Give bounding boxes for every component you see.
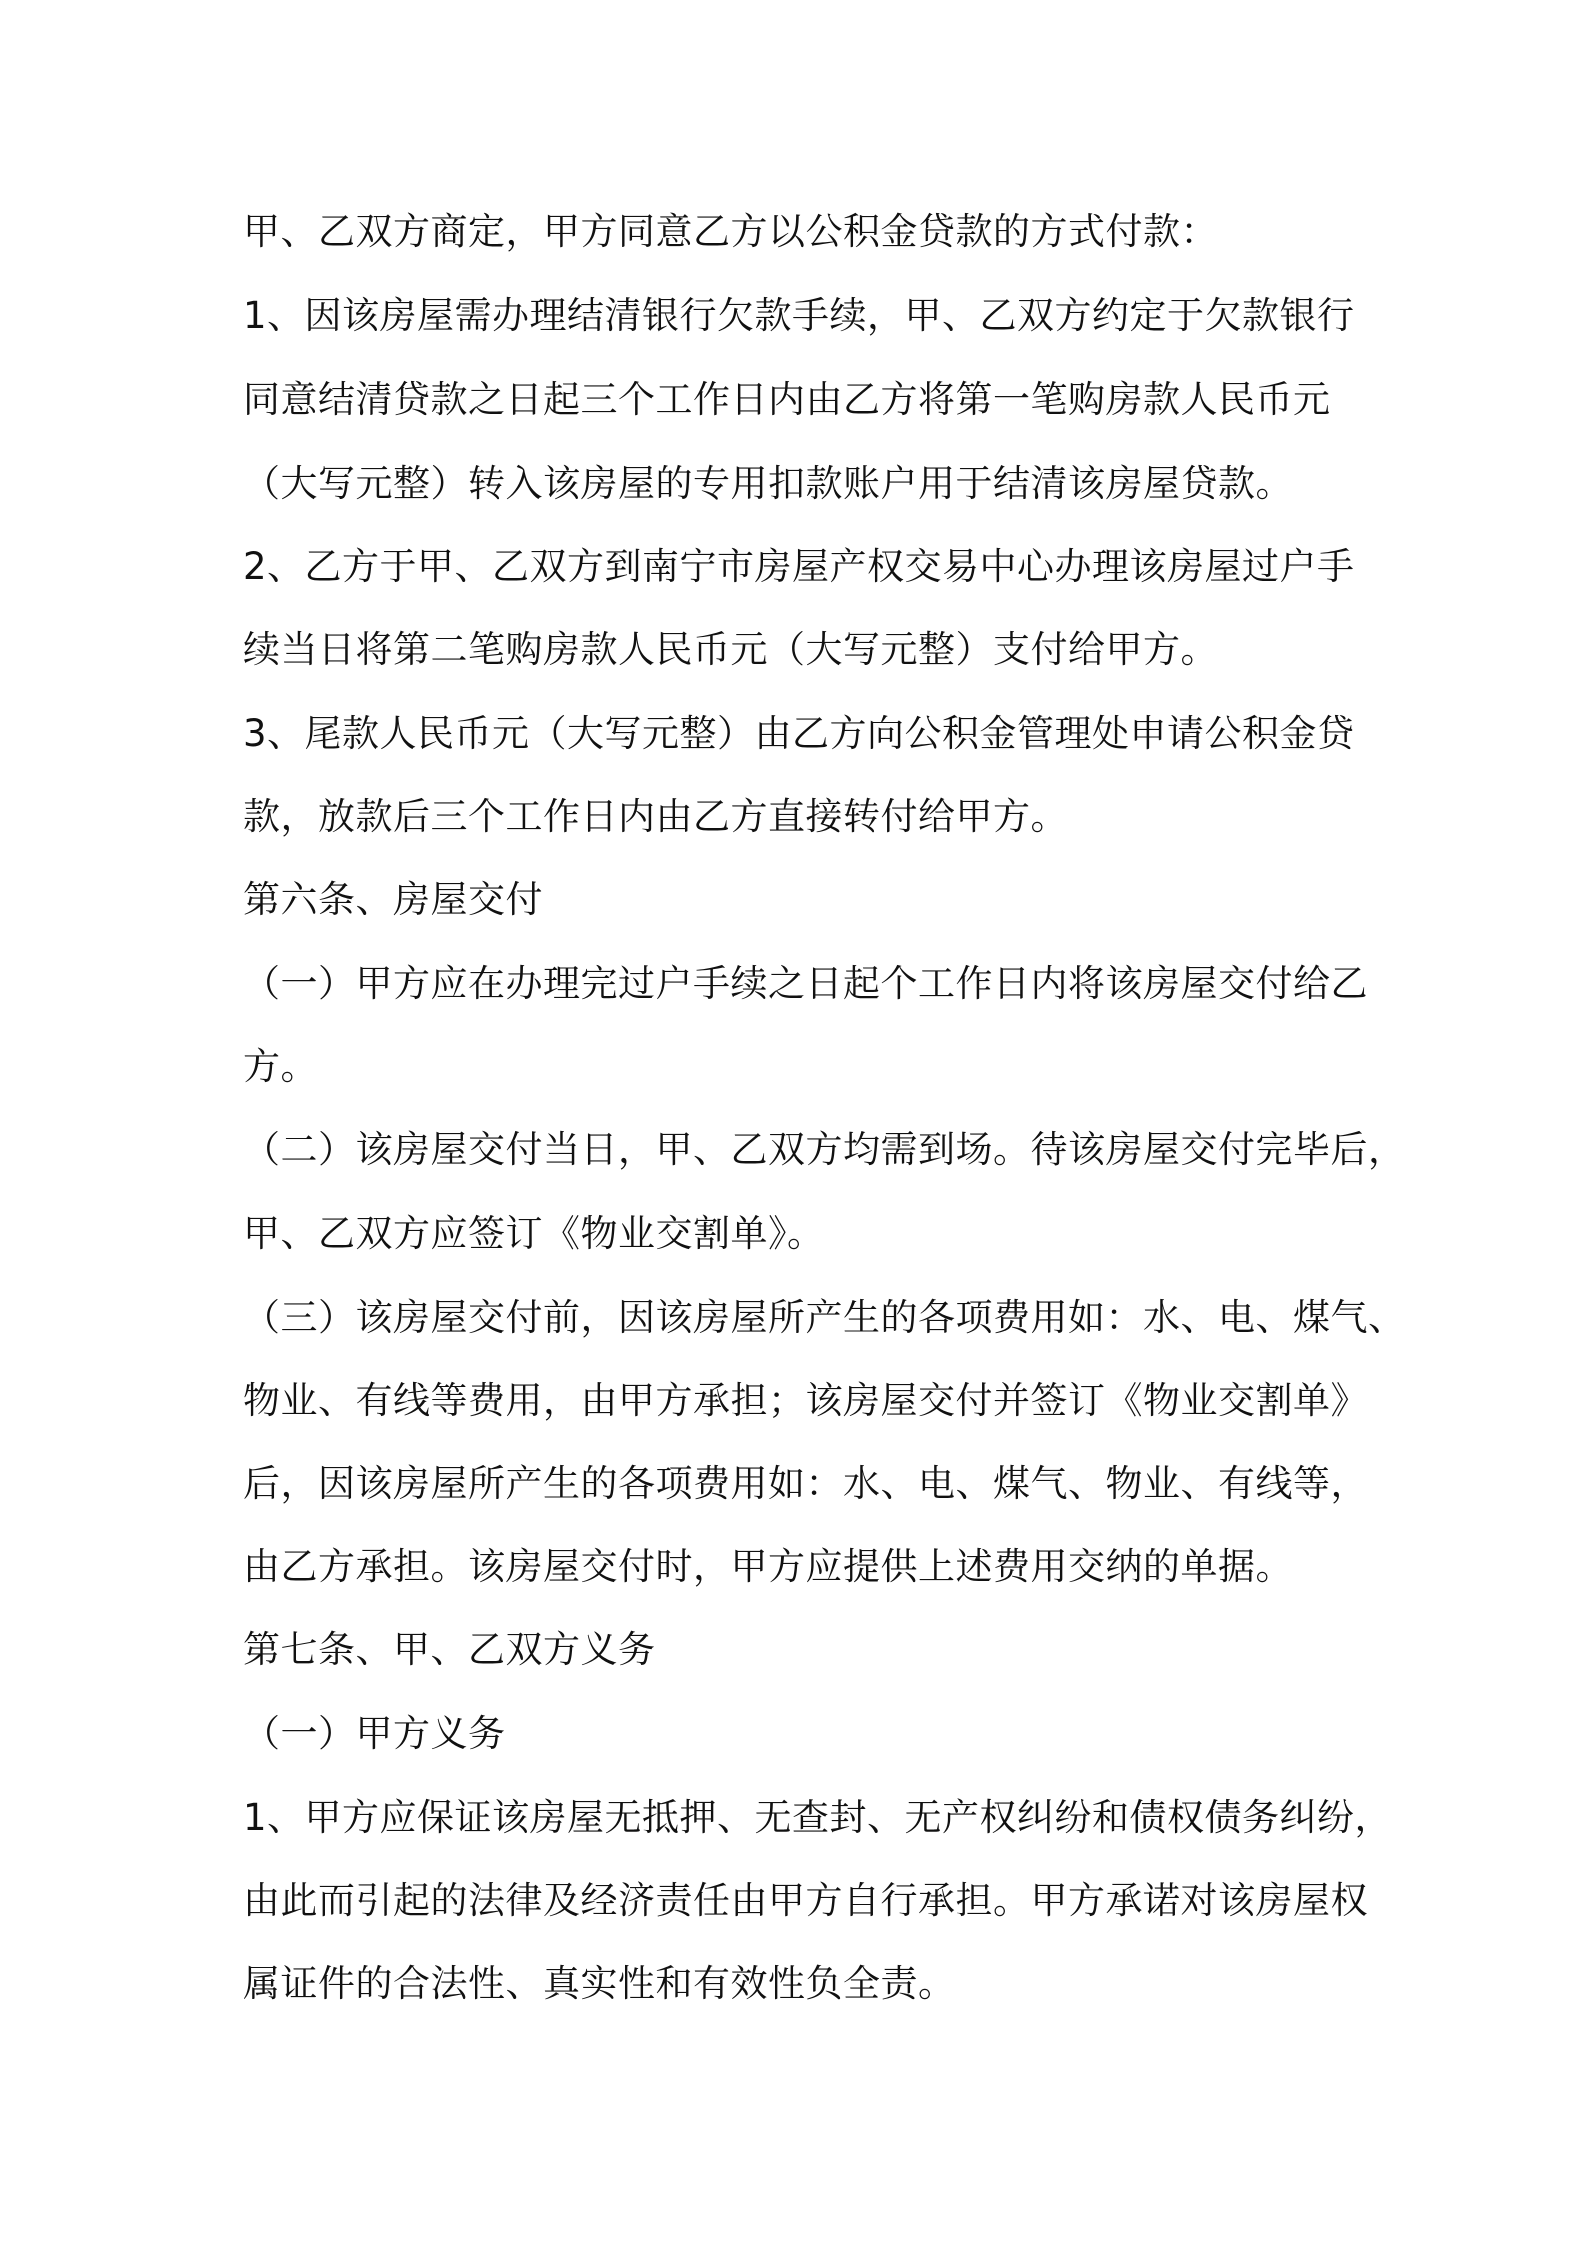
- text-line: （三）该房屋交付前，因该房屋所产生的各项费用如：水、电、煤气、: [243, 1296, 1406, 1339]
- subsection-heading: （一）甲方义务: [243, 1712, 506, 1755]
- text-line: 续当日将第二笔购房款人民币元（大写元整）支付给甲方。: [243, 628, 1218, 671]
- section-heading: 第六条、房屋交付: [243, 878, 543, 921]
- text-line: 方。: [243, 1045, 318, 1088]
- text-line: 1、甲方应保证该房屋无抵押、无查封、无产权纠纷和债权债务纠纷，: [243, 1796, 1393, 1839]
- text-line: （二）该房屋交付当日，甲、乙双方均需到场。待该房屋交付完毕后，: [243, 1128, 1406, 1171]
- text-line: 3、尾款人民币元（大写元整）由乙方向公积金管理处申请公积金贷: [243, 712, 1355, 755]
- section-heading: 第七条、甲、乙双方义务: [243, 1628, 656, 1671]
- text-line: 后，因该房屋所产生的各项费用如：水、电、煤气、物业、有线等，: [243, 1462, 1368, 1505]
- text-line: 由乙方承担。该房屋交付时，甲方应提供上述费用交纳的单据。: [243, 1545, 1293, 1588]
- text-line: 甲、乙双方应签订《物业交割单》。: [243, 1212, 825, 1255]
- text-line: 款，放款后三个工作日内由乙方直接转付给甲方。: [243, 795, 1068, 838]
- text-line: 2、乙方于甲、乙双方到南宁市房屋产权交易中心办理该房屋过户手: [243, 545, 1355, 588]
- text-line: 物业、有线等费用，由甲方承担；该房屋交付并签订《物业交割单》: [243, 1379, 1368, 1422]
- text-line: （大写元整）转入该房屋的专用扣款账户用于结清该房屋贷款。: [243, 462, 1293, 505]
- text-line: 同意结清贷款之日起三个工作日内由乙方将第一笔购房款人民币元: [243, 378, 1331, 421]
- text-line: （一）甲方应在办理完过户手续之日起个工作日内将该房屋交付给乙: [243, 962, 1368, 1005]
- text-line: 属证件的合法性、真实性和有效性负全责。: [243, 1962, 956, 2005]
- text-line: 1、因该房屋需办理结清银行欠款手续，甲、乙双方约定于欠款银行: [243, 294, 1355, 337]
- text-line: 甲、乙双方商定，甲方同意乙方以公积金贷款的方式付款：: [243, 210, 1218, 253]
- text-line: 由此而引起的法律及经济责任由甲方自行承担。甲方承诺对该房屋权: [243, 1879, 1368, 1922]
